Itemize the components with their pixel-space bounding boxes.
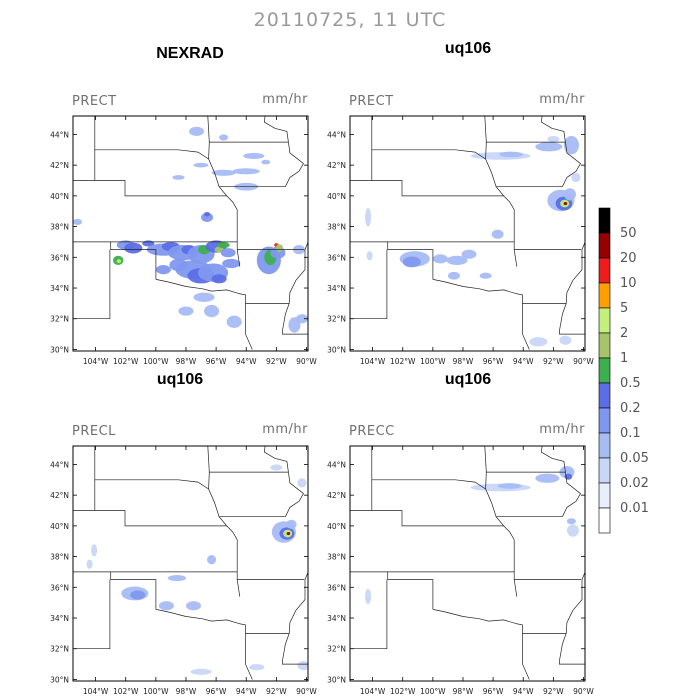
precip-cell xyxy=(117,259,122,263)
precip-cell xyxy=(571,173,580,182)
precip-cell xyxy=(261,160,270,165)
colorbar-swatch xyxy=(599,358,610,383)
state-border xyxy=(156,609,239,623)
precip-cell xyxy=(87,560,93,569)
lat-tick-label: 30°N xyxy=(50,345,69,355)
lat-tick-label: 38°N xyxy=(50,552,69,562)
precip-cell xyxy=(159,601,174,610)
state-border xyxy=(433,279,516,293)
precip-cell xyxy=(73,219,82,225)
lon-tick-label: 104°W xyxy=(82,687,109,696)
variable-label: PRECT xyxy=(72,94,117,109)
state-border xyxy=(486,489,517,597)
precip-cell xyxy=(91,544,97,556)
precip-cell xyxy=(218,242,230,248)
precip-cell xyxy=(221,248,236,257)
colorbar-level-label: 0.01 xyxy=(620,501,649,516)
precip-cell xyxy=(207,555,216,564)
precip-cell xyxy=(194,293,215,302)
lon-tick-label: 92°W xyxy=(266,357,287,366)
colorbar xyxy=(599,208,649,533)
lon-tick-label: 98°W xyxy=(175,687,197,696)
precip-cell xyxy=(276,244,284,252)
precip-cell xyxy=(222,259,240,268)
map-area xyxy=(350,116,585,350)
state-border xyxy=(73,181,227,196)
lon-tick-label: 98°W xyxy=(452,687,474,696)
map-panel xyxy=(50,371,317,696)
precip-cell xyxy=(270,464,282,470)
lon-tick-label: 96°W xyxy=(205,357,227,366)
precip-cell xyxy=(191,669,212,675)
lon-tick-label: 94°W xyxy=(235,357,257,366)
lat-tick-label: 44°N xyxy=(50,130,69,140)
colorbar-level-label: 0.02 xyxy=(620,476,649,491)
state-border xyxy=(350,511,504,526)
lat-tick-label: 34°N xyxy=(50,284,69,294)
lat-tick-label: 36°N xyxy=(327,253,346,263)
precip-cell xyxy=(212,274,227,283)
lat-tick-label: 30°N xyxy=(327,675,346,685)
precip-cell xyxy=(227,316,242,328)
colorbar-swatch xyxy=(599,308,610,333)
panel-title: uq106 xyxy=(444,40,492,57)
precip-cell xyxy=(297,478,306,487)
figure-title: 20110725, 11 UTC xyxy=(253,9,447,31)
colorbar-level-label: 0.5 xyxy=(620,376,641,391)
lat-tick-label: 32°N xyxy=(327,314,346,324)
state-border xyxy=(516,624,566,634)
precip-cell xyxy=(535,142,562,151)
colorbar-level-label: 5 xyxy=(620,301,629,316)
lat-tick-label: 42°N xyxy=(327,491,346,501)
map-panel xyxy=(327,371,594,696)
lat-tick-label: 36°N xyxy=(50,583,69,593)
colorbar-level-label: 0.1 xyxy=(620,426,641,441)
colorbar-swatch xyxy=(599,333,610,358)
lon-tick-label: 104°W xyxy=(359,687,386,696)
precip-cell xyxy=(194,163,209,168)
panel-title: uq106 xyxy=(444,371,492,388)
variable-label: PRECT xyxy=(349,94,394,109)
lon-tick-label: 98°W xyxy=(452,357,474,366)
lat-tick-label: 42°N xyxy=(50,161,69,171)
precip-cell xyxy=(367,251,373,260)
precip-cell xyxy=(461,250,476,259)
colorbar-level-label: 50 xyxy=(620,226,637,241)
lat-tick-label: 44°N xyxy=(327,130,346,140)
precip-cell xyxy=(204,212,210,217)
state-border xyxy=(516,294,566,304)
variable-label: PRECC xyxy=(349,424,395,439)
precip-cell xyxy=(178,306,193,315)
state-border xyxy=(372,150,486,159)
colorbar-level-label: 10 xyxy=(620,276,637,291)
lat-tick-label: 40°N xyxy=(327,521,346,531)
state-border xyxy=(73,580,110,649)
map-area xyxy=(73,116,308,350)
lon-tick-label: 100°W xyxy=(420,687,446,696)
state-border xyxy=(246,303,253,349)
lat-tick-label: 36°N xyxy=(327,583,346,593)
precip-cell xyxy=(365,208,371,226)
precip-cell xyxy=(243,153,264,159)
map-area xyxy=(350,446,585,680)
lat-tick-label: 44°N xyxy=(327,460,346,470)
colorbar-swatch xyxy=(599,258,610,283)
lat-tick-label: 30°N xyxy=(327,345,346,355)
precip-cell xyxy=(448,272,460,280)
precip-cell xyxy=(535,474,559,483)
lat-tick-label: 36°N xyxy=(50,253,69,263)
lon-tick-label: 96°W xyxy=(482,357,504,366)
state-border xyxy=(388,572,433,610)
precip-cell xyxy=(498,483,522,489)
colorbar-swatch xyxy=(599,483,610,508)
map-panel xyxy=(50,45,317,366)
lat-tick-label: 34°N xyxy=(50,614,69,624)
precip-cell xyxy=(130,590,145,599)
lon-tick-label: 102°W xyxy=(112,687,139,696)
lat-tick-label: 32°N xyxy=(327,644,346,654)
precip-cell xyxy=(204,305,219,317)
colorbar-level-label: 20 xyxy=(620,251,637,266)
precip-cell xyxy=(559,336,571,345)
lat-tick-label: 30°N xyxy=(50,675,69,685)
precip-cell xyxy=(529,337,547,346)
precip-cell xyxy=(249,664,264,670)
precip-cell xyxy=(567,518,576,524)
colorbar-swatch xyxy=(599,233,610,258)
state-border xyxy=(246,633,253,679)
lon-tick-label: 102°W xyxy=(389,357,416,366)
lon-tick-label: 96°W xyxy=(482,687,504,696)
precip-cell xyxy=(286,520,297,529)
map-panel xyxy=(327,40,594,366)
colorbar-level-label: 0.2 xyxy=(620,401,641,416)
colorbar-swatch xyxy=(599,508,610,533)
state-border xyxy=(562,472,580,517)
lat-tick-label: 44°N xyxy=(50,460,69,470)
state-border xyxy=(239,624,289,634)
state-border xyxy=(95,150,209,159)
units-label: mm/hr xyxy=(262,92,308,107)
precip-cell xyxy=(124,243,142,254)
state-border xyxy=(209,489,240,597)
lat-tick-label: 34°N xyxy=(327,614,346,624)
state-border xyxy=(485,116,487,142)
lon-tick-label: 96°W xyxy=(205,687,227,696)
map-area xyxy=(73,446,310,680)
precip-cell xyxy=(172,175,184,180)
colorbar-swatch xyxy=(599,458,610,483)
lon-tick-label: 90°W xyxy=(573,687,594,696)
state-border xyxy=(239,294,289,304)
lat-tick-label: 32°N xyxy=(50,644,69,654)
precip-cell xyxy=(564,202,568,205)
precip-cell xyxy=(492,230,504,239)
colorbar-swatch xyxy=(599,433,610,458)
precip-cell xyxy=(499,152,523,158)
lat-tick-label: 34°N xyxy=(327,284,346,294)
lon-tick-label: 102°W xyxy=(112,357,139,366)
lon-tick-label: 90°W xyxy=(296,357,317,366)
precip-cell xyxy=(156,265,171,274)
lon-tick-label: 92°W xyxy=(266,687,287,696)
lat-tick-label: 42°N xyxy=(50,491,69,501)
state-border xyxy=(523,303,530,349)
panel-title: uq106 xyxy=(156,371,204,388)
precip-cell xyxy=(168,575,186,581)
state-border xyxy=(73,250,110,319)
precip-cell xyxy=(186,601,201,610)
precip-cell xyxy=(564,188,576,200)
units-label: mm/hr xyxy=(539,422,585,437)
colorbar-level-label: 1 xyxy=(620,351,629,366)
lat-tick-label: 40°N xyxy=(50,191,69,201)
lon-tick-label: 98°W xyxy=(175,357,197,366)
lon-tick-label: 90°W xyxy=(296,687,317,696)
precip-cell xyxy=(287,532,291,535)
lat-tick-label: 32°N xyxy=(50,314,69,324)
lat-tick-label: 40°N xyxy=(327,191,346,201)
state-border xyxy=(208,116,210,142)
state-border xyxy=(209,472,289,489)
precip-cell xyxy=(433,254,448,263)
lat-tick-label: 38°N xyxy=(327,552,346,562)
state-border xyxy=(433,609,516,623)
state-border xyxy=(350,181,504,196)
precip-cell xyxy=(547,136,559,142)
units-label: mm/hr xyxy=(539,92,585,107)
precip-cell xyxy=(403,257,421,268)
lon-tick-label: 92°W xyxy=(543,687,564,696)
lon-tick-label: 100°W xyxy=(420,357,446,366)
state-border xyxy=(372,480,486,489)
lon-tick-label: 90°W xyxy=(573,357,594,366)
state-border xyxy=(73,511,227,526)
colorbar-swatch xyxy=(599,283,610,308)
panel-title: NEXRAD xyxy=(156,45,224,62)
precip-cell xyxy=(233,168,260,174)
units-label: mm/hr xyxy=(262,422,308,437)
lat-tick-label: 38°N xyxy=(327,222,346,232)
precip-cell xyxy=(365,589,371,604)
lon-tick-label: 92°W xyxy=(543,357,564,366)
state-border xyxy=(95,480,209,489)
lon-tick-label: 94°W xyxy=(512,357,534,366)
lat-tick-label: 40°N xyxy=(50,521,69,531)
lon-tick-label: 94°W xyxy=(512,687,534,696)
colorbar-swatch xyxy=(599,408,610,433)
lat-tick-label: 38°N xyxy=(50,222,69,232)
precip-cell xyxy=(219,134,228,140)
precip-cell xyxy=(169,259,187,271)
colorbar-level-label: 0.05 xyxy=(620,451,649,466)
lon-tick-label: 104°W xyxy=(82,357,109,366)
variable-label: PRECL xyxy=(72,424,116,439)
lon-tick-label: 100°W xyxy=(143,357,169,366)
precip-cell xyxy=(189,127,204,136)
state-border xyxy=(208,446,210,472)
map-panels xyxy=(50,40,594,696)
lon-tick-label: 94°W xyxy=(235,687,257,696)
lon-tick-label: 102°W xyxy=(389,687,416,696)
state-border xyxy=(285,142,303,187)
state-border xyxy=(486,159,517,267)
precip-cell xyxy=(567,524,579,536)
colorbar-swatch xyxy=(599,208,610,233)
colorbar-level-label: 2 xyxy=(620,326,629,341)
lat-tick-label: 42°N xyxy=(327,161,346,171)
lon-tick-label: 104°W xyxy=(359,357,386,366)
state-border xyxy=(523,633,530,679)
lon-tick-label: 100°W xyxy=(143,687,169,696)
state-border xyxy=(485,446,487,472)
colorbar-swatch xyxy=(599,383,610,408)
precip-cell xyxy=(480,273,492,279)
